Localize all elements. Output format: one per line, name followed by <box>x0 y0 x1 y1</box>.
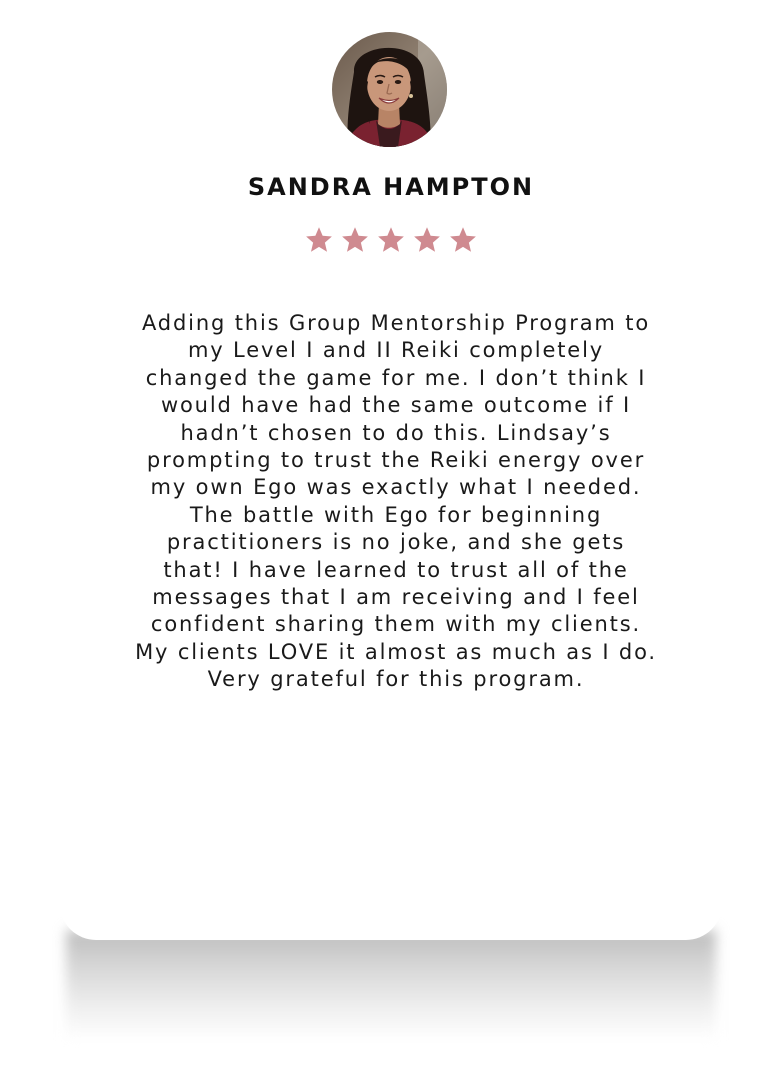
testimonial-quote: Adding this Group Mentorship Program to my Level I and II Reiki completely changed the game for me. I don’t think I would have had the same outcome if I hadn’t chosen to do this. Lindsay’s prompting to trust the Reiki energy over my own Ego was exactly what I needed. The battle with Ego for beginning practitioners is no joke, and she gets that! I have learned to trust all of the messages that I am receiving and I feel confident sharing them with my clients. My clients LOVE it almost as much as I do. Very grateful for this program. <box>135 311 657 692</box>
star-icon <box>340 225 370 255</box>
person-portrait-avatar-icon <box>332 32 447 147</box>
star-icon <box>412 225 442 255</box>
star-icon <box>448 225 478 255</box>
card-shadow <box>66 930 716 1040</box>
star-icon <box>304 225 334 255</box>
avatar <box>332 32 447 147</box>
star-rating <box>0 225 782 255</box>
reviewer-name: SANDRA HAMPTON <box>247 173 535 201</box>
star-icon <box>376 225 406 255</box>
